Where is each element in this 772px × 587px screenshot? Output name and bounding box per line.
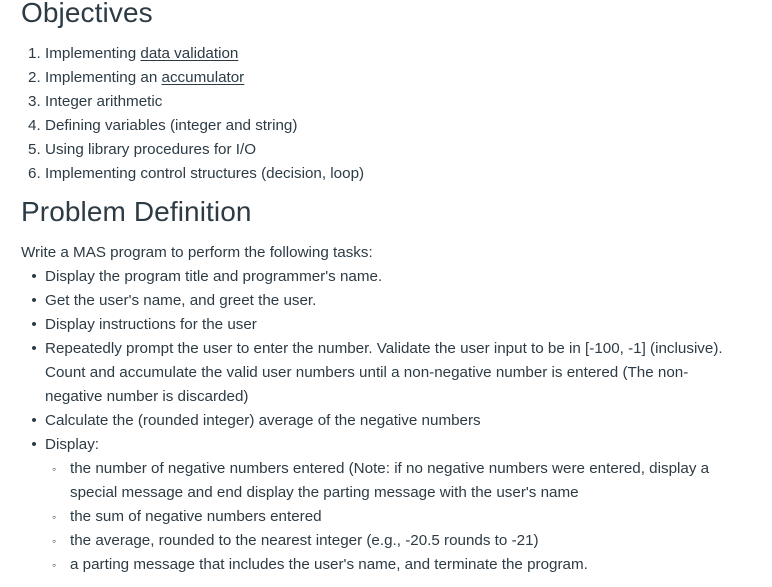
accumulator-link[interactable]: accumulator — [161, 69, 245, 86]
objective-number: 4. — [28, 117, 41, 134]
objectives-list — [28, 42, 364, 186]
task-item — [21, 433, 761, 577]
task-item — [21, 313, 761, 337]
objective-item — [28, 66, 364, 90]
task-text: Repeatedly prompt the user to enter the number. Validate the user input to be in [-100, -1] (inclusive). Count and accumulate the valid user numbers until a non-negative number is entered (The non-negative number is discarded) — [45, 340, 723, 405]
display-item-text: a parting message that includes the user's name, and terminate the program. — [70, 556, 588, 573]
problem-definition-heading: Problem Definition — [21, 196, 252, 227]
bullet-icon: • — [31, 316, 37, 333]
bullet-icon: • — [31, 292, 37, 309]
objective-item — [28, 162, 364, 186]
objective-number: 2. — [28, 69, 41, 86]
task-text: Display: — [45, 436, 100, 453]
display-item — [45, 529, 761, 553]
task-item — [21, 289, 761, 313]
task-text: Display the program title and programmer's name. — [45, 268, 383, 285]
objective-item — [28, 42, 364, 66]
bullet-icon: • — [31, 340, 37, 357]
display-item — [45, 553, 761, 577]
objective-item — [28, 90, 364, 114]
objectives-heading: Objectives — [21, 0, 153, 28]
circle-bullet-icon: ◦ — [52, 510, 57, 524]
circle-bullet-icon: ◦ — [52, 462, 57, 476]
objective-text: Defining variables (integer and string) — [45, 117, 298, 134]
display-item-text: the sum of negative numbers entered — [70, 508, 322, 525]
objective-number: 1. — [28, 45, 41, 62]
task-text: Display instructions for the user — [45, 316, 257, 333]
objective-text: Implementing an — [45, 69, 162, 86]
data-validation-link[interactable]: data validation — [140, 45, 239, 62]
circle-bullet-icon: ◦ — [52, 534, 57, 548]
bullet-icon: • — [31, 412, 37, 429]
objective-item — [28, 114, 364, 138]
objective-number: 6. — [28, 165, 41, 182]
display-item — [45, 505, 761, 529]
task-list — [21, 265, 761, 577]
objective-text: Implementing — [45, 45, 141, 62]
problem-intro: Write a MAS program to perform the following tasks: — [21, 244, 373, 261]
bullet-icon: • — [31, 436, 37, 453]
task-item — [21, 265, 761, 289]
display-item-text: the average, rounded to the nearest integer (e.g., -20.5 rounds to -21) — [70, 532, 539, 549]
display-item-text: the number of negative numbers entered (Note: if no negative numbers were entered, display a special message and end display the parting message with the user's name — [70, 460, 710, 501]
objective-number: 5. — [28, 141, 41, 158]
circle-bullet-icon: ◦ — [52, 558, 57, 572]
task-item — [21, 337, 761, 409]
objective-item — [28, 138, 364, 162]
bullet-icon: • — [31, 268, 37, 285]
objective-text: Implementing control structures (decision, loop) — [45, 165, 365, 182]
display-sublist — [45, 457, 761, 577]
task-text: Get the user's name, and greet the user. — [45, 292, 317, 309]
task-text: Calculate the (rounded integer) average of the negative numbers — [45, 412, 481, 429]
display-item — [45, 457, 761, 505]
objective-text: Using library procedures for I/O — [45, 141, 257, 158]
objective-text: Integer arithmetic — [45, 93, 163, 110]
objective-number: 3. — [28, 93, 41, 110]
task-item — [21, 409, 761, 433]
